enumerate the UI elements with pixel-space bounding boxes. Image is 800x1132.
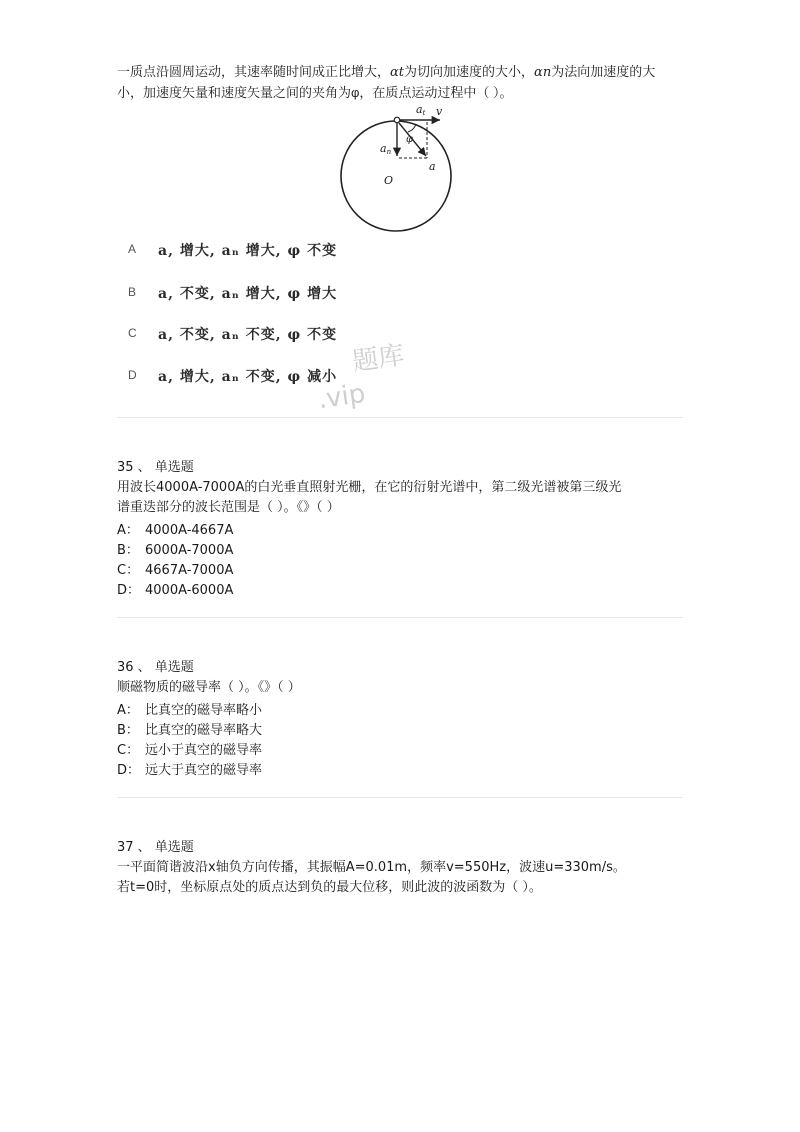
alpha-n-symbol: αn xyxy=(534,65,552,80)
option-letter: C xyxy=(128,326,137,340)
q34-option-b[interactable] xyxy=(128,283,428,307)
q35-option-d[interactable]: D： 4000A-6000A xyxy=(117,583,234,598)
circle-path xyxy=(341,121,451,231)
particle-point xyxy=(394,117,400,123)
q35-stem xyxy=(117,478,697,518)
angle-arc xyxy=(408,124,416,132)
alpha-t-symbol: αt xyxy=(390,65,405,80)
q36-option-c[interactable]: C： 远小于真空的磁导率 xyxy=(117,743,263,758)
label-origin: O xyxy=(384,174,394,187)
q36-option-a[interactable]: A： 比真空的磁导率略小 xyxy=(117,703,263,718)
q34-stem-line-1: 一质点沿圆周运动，其速率随时间成正比增大，αt为切向加速度的大小，αn为法向加速度的大 xyxy=(117,64,656,80)
q37-stem-line-2: 若t=0时，坐标原点处的质点达到负的最大位移，则此波的波函数为（ ）。 xyxy=(117,880,542,895)
option-letter: B xyxy=(128,285,137,299)
label-at: at xyxy=(416,106,426,117)
q36-option-b[interactable]: B： 比真空的磁导率略大 xyxy=(117,723,263,738)
q35-header: 35 、 单选题 xyxy=(117,460,194,475)
q35-option-a[interactable]: A： 4000A-4667A xyxy=(117,523,234,538)
label-v: v xyxy=(436,106,443,118)
q35-stem-line-2: 谱重迭部分的波长范围是（ ）。《》（ ） xyxy=(117,500,340,515)
watermark-text-2: .vip xyxy=(316,378,368,416)
divider xyxy=(117,617,683,618)
label-a: a xyxy=(429,160,436,173)
label-an: an xyxy=(380,142,392,156)
option-text: a, 增大, aₙ 增大, φ 不变 xyxy=(158,243,338,259)
divider xyxy=(117,797,683,798)
watermark-text-1: 题库 xyxy=(350,340,407,378)
option-text: a, 不变, aₙ 增大, φ 增大 xyxy=(158,286,338,302)
label-phi: φ xyxy=(406,134,414,145)
q34-stem-line-2: 小，加速度矢量和速度矢量之间的夹角为φ，在质点运动过程中（ ）。 xyxy=(117,85,513,100)
q37-stem-line-1: 一平面简谐波沿x轴负方向传播，其振幅A=0.01m，频率v=550Hz，波速u=330m/s。 xyxy=(117,860,626,875)
option-letter: A xyxy=(128,242,137,256)
q37-stem xyxy=(117,858,697,898)
q34-option-a[interactable] xyxy=(128,240,428,264)
option-letter: D xyxy=(128,368,137,382)
q36-option-d[interactable]: D： 远大于真空的磁导率 xyxy=(117,763,263,778)
divider xyxy=(117,417,683,418)
q36-stem: 顺磁物质的磁导率（ ）。《》（ ） xyxy=(117,680,301,695)
circular-motion-diagram xyxy=(330,106,470,234)
q35-stem-line-1: 用波长4000A-7000A的白光垂直照射光栅，在它的衍射光谱中，第二级光谱被第三级光 xyxy=(117,480,622,495)
q35-option-b[interactable]: B： 6000A-7000A xyxy=(117,543,234,558)
option-text: a, 不变, aₙ 不变, φ 不变 xyxy=(158,327,338,343)
q35-option-c[interactable]: C： 4667A-7000A xyxy=(117,563,234,578)
option-text: a, 增大, aₙ 不变, φ 减小 xyxy=(158,369,338,385)
q37-header: 37 、 单选题 xyxy=(117,840,194,855)
q34-stem xyxy=(117,62,687,103)
q36-header: 36 、 单选题 xyxy=(117,660,194,675)
